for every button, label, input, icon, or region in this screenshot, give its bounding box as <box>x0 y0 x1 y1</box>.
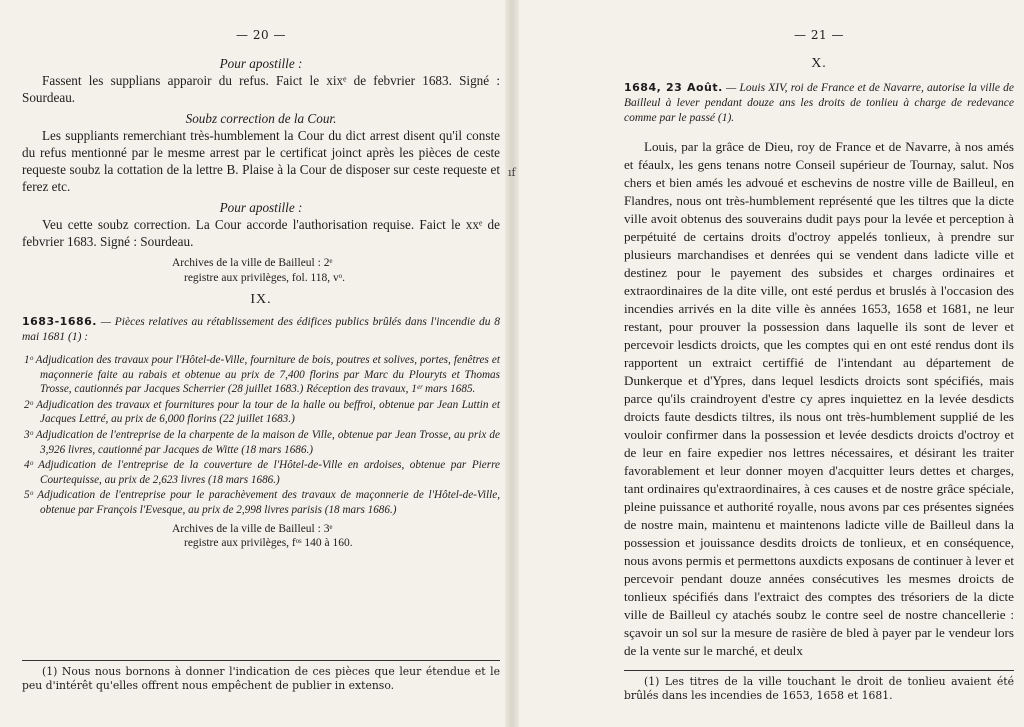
pour-apostille-heading-2: Pour apostille : <box>219 200 303 215</box>
section-number-x: X. <box>811 56 827 71</box>
archive-1-line-1: Archives de la ville de Bailleul : 2ᵉ <box>172 257 333 269</box>
entry-heading-x <box>624 80 1014 126</box>
list-item: 2ᵒ Adjudication des travaux et fournitures pour la tour de la halle ou beffroi, obtenue par Jean Luttin et Jacques Lettré, au prix de 6,000 florins (22 juillet 1683.) <box>24 398 500 426</box>
archive-reference-2 <box>22 522 500 551</box>
left-page <box>22 0 500 727</box>
fassent-paragraph: Fassent les supplians apparoir du refus. Faict le xixᵉ de febvrier 1683. Signé : Sourdeau. <box>22 73 500 105</box>
right-page <box>624 0 1014 727</box>
entry-heading-ix <box>22 314 500 345</box>
archive-reference-1 <box>22 256 500 285</box>
entry-date-x: 1684, 23 Août. <box>624 81 723 94</box>
archive-1-line-2: registre aux privilèges, fol. 118, vᵒ. <box>184 271 345 284</box>
soubz-correction-heading: Soubz correction de la Cour. <box>185 111 337 126</box>
letters-patent-body: Louis, par la grâce de Dieu, roy de France et de Navarre, à nos amés et féaulx, les gens tenans notre Conseil supérieur de Tournay, salut. Nos chers et bien amés les advoué et eschevins de nostre ville de Bailleul, en Flandres, nous ont très-humblement représenté que les tiltres que la dicte ville avoit obtenus des souverains dudit pays pour la levée et perception à perpétuité de certains droits d'octroy appelés tonlieux, à prendre sur plusieurs marchandises et denrées qui se vendent dans ladicte ville et destinez pour le payement des subsides et charges ordinaires et extraordinaires de la dite ville, ont esté perdus et bruslés à l'occasion des incendies arrivés en la dite ville ès années 1653, 1658 et 1681, ne leur restant, pour prouver la possession dans laquelle ils sont de lever et percevoir lesdicts droicts, que les comptes qui en ont esté rendus dont ils rapportent un extraict certiffié de l'intendant au département de Dunkerque et d'Ypres, dans lequel lesdicts droicts sont spécifiés, mais parce qu'ils craindroyent d'estre cy apres inquiettez en la levée desdicts droicts faute desdicts tiltres, ils nous ont très-humblement supplié de les vouloir confirmer dans la possession et levée desdicts droicts d'octroy et de leur en faire expedier nos lettres nécessaires, et désirant les traiter favorablement et leur donner moyen d'acquitter leurs dettes et charges, tant ordinaires qu'extraordinaires, à ces causes et de nostre grâce spéciale, pleine puissance et authorité royalle, nous avons par ces présentes signées de nostre main, maintenu et maintenons ladicte ville de Bailleul dans la possession et jouissance desdits droicts de tonlieux, et en conséquence, nous avons permis et permettons auxdicts exposans de continuer à lever et percevoir pendant douze années consécutives les mesmes droicts de tonlieux spécifiés dans l'extraict des comptes des trésoriers de la dicte ville de Bailleul cy atachés soubz le contre seel de nostre chancellerie : sçavoir un sol sur la mesure de rasière de bled à payer par le vendeur lors de la vente sur le marché, et deulx <box>624 139 1014 658</box>
list-item: 3ᵒ Adjudication de l'entreprise de la charpente de la maison de Ville, obtenue par Jean Trosse, au prix de 3,926 livres, cautionné par Jacques de Witte (18 mars 1686.) <box>24 428 500 456</box>
left-body <box>22 55 500 551</box>
gutter-marker: ıf <box>508 166 516 179</box>
list-item: 5ᵒ Adjudication de l'entreprise pour le parachèvement des travaux de maçonnerie de l'Hôtel-de-Ville, obtenue par François l'Evesque, au prix de 2,998 livres parisis (18 mars 1686.) <box>24 489 500 516</box>
archive-2-line-2: registre aux privilèges, fᵒˢ 140 à 160. <box>184 537 353 550</box>
book-gutter <box>505 0 519 727</box>
supplians-paragraph: Les suppliants remerchiant très-humblement la Cour du dict arrest disent qu'il conste du refus mentionné par le mesme arrest par le certificat joinct après les pièces de ceste requeste soubz la cottation de la lettre B. Plaise à la Cour de disposer sur ceste requeste et ferez etc. <box>22 128 500 194</box>
archive-2-line-1: Archives de la ville de Bailleul : 3ᵉ <box>172 522 333 535</box>
left-footnote: (1) Nous nous bornons à donner l'indication de ces pièces que leur étendue et le peu d'intérêt qu'elles offrent nous empêchent de publier in extenso. <box>22 665 500 692</box>
left-footnote-block <box>22 660 500 692</box>
section-number-ix: IX. <box>250 292 272 307</box>
entry-date-ix: 1683-1686. <box>22 315 97 328</box>
footnote-rule <box>22 660 500 661</box>
page-number-right: — 21 — <box>794 28 844 42</box>
list-item: 4ᵒ Adjudication de l'entreprise de la couverture de l'Hôtel-de-Ville en ardoises, obtenue par Pierre Courtequisse, au prix de 2,623 livres (18 mars 1686.) <box>24 459 500 486</box>
right-body <box>624 55 1014 660</box>
entry-title-x: — Louis XIV, roi de France et de Navarre, autorise la ville de Bailleul à lever pendant douze ans les droits de tonlieu à charge de redevance comme par le passé (1). <box>624 82 1015 124</box>
footnote-rule <box>624 670 1014 671</box>
adjudication-list <box>22 353 500 518</box>
list-item: 1ᵒ Adjudication des travaux pour l'Hôtel-de-Ville, fourniture de bois, poutres et solives, portes, fenêtres et maçonnerie faite au rabais et obtenue au prix de 7,400 florins par Marc du Plouryts et Thomas Trosse, cautionnés par Jacques Scherrier (28 juillet 1683.) Réception des travaux, 1ᵉʳ mars 1685. <box>24 354 500 396</box>
right-footnote-block <box>624 670 1014 702</box>
right-footnote: (1) Les titres de la ville touchant le droit de tonlieu avaient été brûlés dans les incendies de 1653, 1658 et 1681. <box>624 675 1014 702</box>
veu-paragraph: Veu cette soubz correction. La Cour accorde l'authorisation requise. Faict le xxᵉ de febvrier 1683. Signé : Sourdeau. <box>22 217 500 249</box>
pour-apostille-heading-1: Pour apostille : <box>219 56 303 71</box>
entry-title-ix: — Pièces relatives au rétablissement des édifices publics brûlés dans l'incendie du 8 mai 1681 (1) : <box>22 316 501 343</box>
page-number-left: — 20 — <box>236 28 286 42</box>
